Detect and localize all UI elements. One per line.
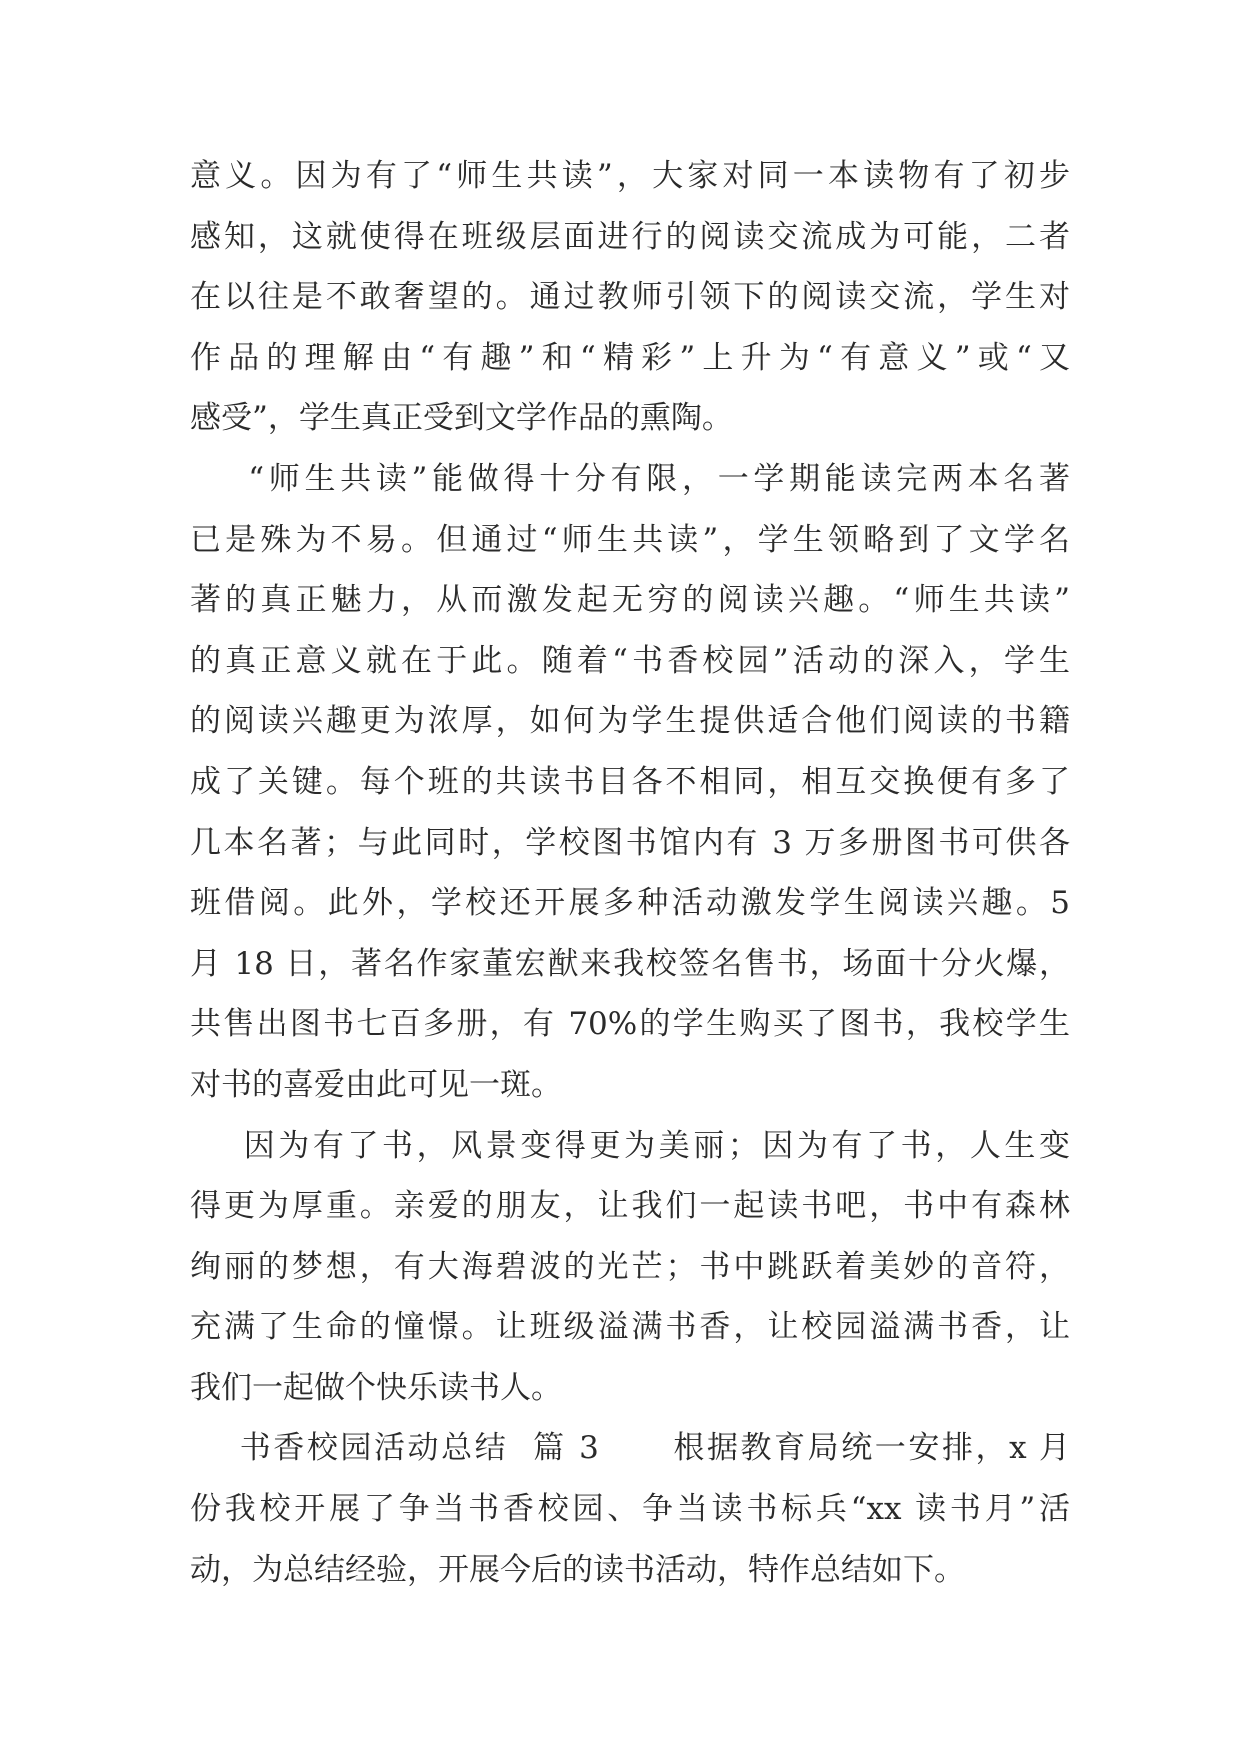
text-line: 因为有了书，风景变得更为美丽；因为有了书，人生变 (190, 1127, 1070, 1164)
text-line: 份我校开展了争当书香校园、争当读书标兵“xx 读书月”活 (190, 1491, 1070, 1528)
text-line: 著的真正魅力，从而激发起无穷的阅读兴趣。“师生共读” (190, 582, 1070, 619)
text-line: 的阅读兴趣更为浓厚，如何为学生提供适合他们阅读的书籍 (190, 703, 1070, 740)
text-line: 对书的喜爱由此可见一斑。 (190, 1066, 562, 1103)
text-line: 我们一起做个快乐读书人。 (190, 1369, 562, 1406)
text-line: “师生共读”能做得十分有限，一学期能读完两本名著 (190, 460, 1070, 497)
text-line: 共售出图书七百多册，有 70%的学生购买了图书，我校学生 (190, 1006, 1070, 1043)
text-line: 得更为厚重。亲爱的朋友，让我们一起读书吧，书中有森林 (190, 1188, 1070, 1225)
text-line: 充满了生命的憧憬。让班级溢满书香，让校园溢满书香，让 (190, 1309, 1070, 1346)
text-line: 感知，这就使得在班级层面进行的阅读交流成为可能，二者 (190, 218, 1070, 255)
text-line: 动，为总结经验，开展今后的读书活动，特作总结如下。 (190, 1551, 965, 1588)
body-text (190, 146, 1070, 1600)
text-line: 意义。因为有了“师生共读”，大家对同一本读物有了初步 (190, 158, 1070, 194)
text-line: 书香校园活动总结 篇 3 根据教育局统一安排，x 月 (190, 1430, 1070, 1467)
text-line: 的真正意义就在于此。随着“书香校园”活动的深入，学生 (190, 642, 1070, 679)
text-line: 在以往是不敢奢望的。通过教师引领下的阅读交流，学生对 (190, 279, 1070, 316)
text-line: 感受”，学生真正受到文学作品的熏陶。 (190, 400, 733, 437)
text-line: 已是殊为不易。但通过“师生共读”，学生领略到了文学名 (190, 521, 1070, 558)
text-line: 月 18 日，著名作家董宏猷来我校签名售书，场面十分火爆， (190, 945, 1070, 982)
text-line: 绚丽的梦想，有大海碧波的光芒；书中跳跃着美妙的音符， (190, 1248, 1070, 1285)
text-line: 作品的理解由“有趣”和“精彩”上升为“有意义”或“又 (190, 339, 1070, 376)
text-line: 班借阅。此外，学校还开展多种活动激发学生阅读兴趣。5 (190, 885, 1070, 922)
text-line: 成了关键。每个班的共读书目各不相同，相互交换便有多了 (190, 763, 1070, 800)
text-line: 几本名著；与此同时，学校图书馆内有 3 万多册图书可供各 (190, 824, 1070, 861)
